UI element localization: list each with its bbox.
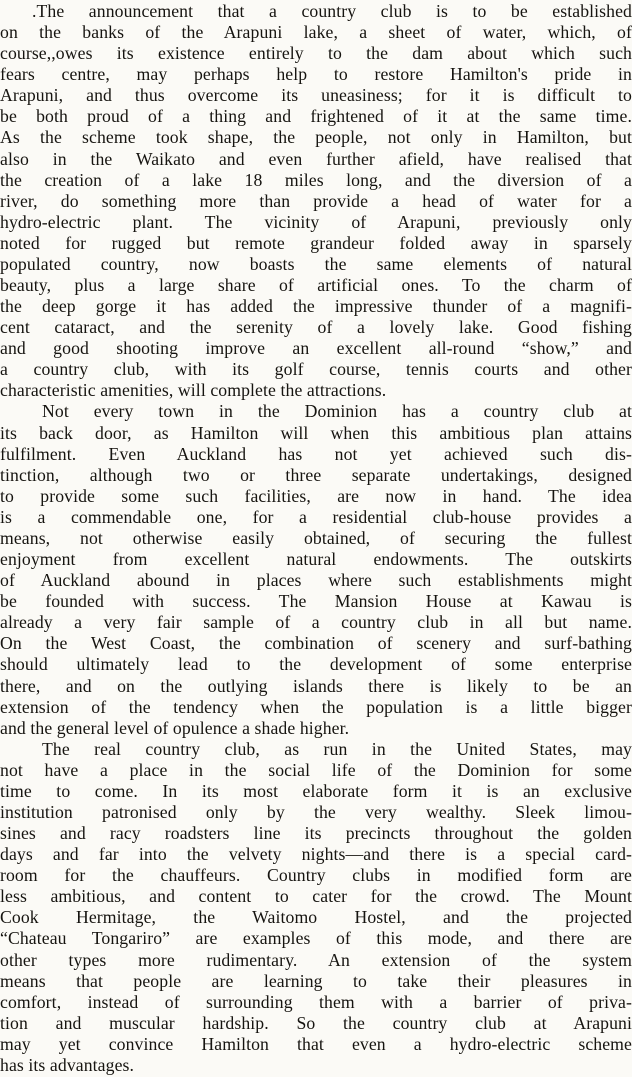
paragraph-3-line-9: Cook Hermitage, the Waitomo Hostel, and the projected xyxy=(0,907,632,928)
paragraph-1-line-15: the deep gorge it has added the impressive thunder of a magnifi- xyxy=(0,296,632,317)
paragraph-2-line-16: and the general level of opulence a shade higher. xyxy=(0,717,350,738)
paragraph-1-line-12: noted for rugged but remote grandeur folded away in sparsely xyxy=(0,232,632,253)
paragraph-3-line-12: means that people are learning to take their pleasures in xyxy=(0,970,632,991)
paragraph-2-line-15: extension of the tendency when the population is a little bigger xyxy=(0,696,632,717)
paragraph-1-line-6: be both proud of a thing and frightened of it at the same time. xyxy=(0,106,632,127)
paragraph-3-line-3: time to come. In its most elaborate form it is an exclusive xyxy=(0,780,632,801)
paragraph-2-line-14: there, and on the outlying islands there is likely to be an xyxy=(0,675,632,696)
paragraph-3-line-5: sines and racy roadsters line its precincts throughout the golden xyxy=(0,823,632,844)
paragraph-1-line-10: river, do something more than provide a head of water for a xyxy=(0,190,632,211)
paragraph-2-line-2: its back door, as Hamilton will when this ambitious plan attains xyxy=(0,422,632,443)
paragraph-3-line-13: comfort, instead of surrounding them with a barrier of priva- xyxy=(0,991,632,1012)
paragraph-2-line-10: be founded with success. The Mansion House at Kawau is xyxy=(0,591,632,612)
paragraph-1-line-14: beauty, plus a large share of artificial ones. To the charm of xyxy=(0,275,632,296)
paragraph-2-line-5: to provide some such facilities, are now in hand. The idea xyxy=(0,485,632,506)
paragraph-2-line-11: already a very fair sample of a country club in all but name. xyxy=(0,612,632,633)
paragraph-3-line-8: less ambitious, and content to cater for the crowd. The Mount xyxy=(0,886,632,907)
paragraph-2-line-1: Not every town in the Dominion has a country club at xyxy=(42,401,632,422)
paragraph-1-line-13: populated country, now boasts the same elements of natural xyxy=(0,253,632,274)
paragraph-1-line-17: and good shooting improve an excellent all-round “show,” and xyxy=(0,338,632,359)
paragraph-3-line-4: institution patronised only by the very wealthy. Sleek limou- xyxy=(0,801,632,822)
paragraph-3-line-16: has its advantages. xyxy=(0,1054,135,1075)
paragraph-2-line-7: means, not otherwise easily obtained, of securing the fullest xyxy=(0,527,632,548)
paragraph-1-line-11: hydro-electric plant. The vicinity of Arapuni, previously only xyxy=(0,211,632,232)
paragraph-1-line-4: fears centre, may perhaps help to restore Hamilton's pride in xyxy=(0,64,632,85)
paragraph-1-line-19: characteristic amenities, will complete the attractions. xyxy=(0,380,387,401)
paragraph-2-line-9: of Auckland abound in places where such establishments might xyxy=(0,570,632,591)
paragraph-3-line-7: room for the chauffeurs. Country clubs in modified form are xyxy=(0,865,632,886)
paragraph-1-line-18: a country club, with its golf course, tennis courts and other xyxy=(0,359,632,380)
paragraph-3-line-1: The real country club, as run in the United States, may xyxy=(42,738,632,759)
paragraph-2-line-12: On the West Coast, the combination of scenery and surf-bathing xyxy=(0,633,632,654)
paragraph-1-line-5: Arapuni, and thus overcome its uneasiness; for it is difficult to xyxy=(0,85,632,106)
paragraph-1-line-8: also in the Waikato and even further afield, have realised that xyxy=(0,148,632,169)
paragraph-1-line-1: .The announcement that a country club is to be established xyxy=(32,1,632,21)
paragraph-1-line-16: cent cataract, and the serenity of a lovely lake. Good fishing xyxy=(0,317,632,338)
paragraph-3-line-10: “Chateau Tongariro” are examples of this mode, and there are xyxy=(0,928,632,949)
paragraph-3-line-14: tion and muscular hardship. So the country club at Arapuni xyxy=(0,1012,632,1033)
paragraph-2-line-3: fulfilment. Even Auckland has not yet achieved such dis- xyxy=(0,443,632,464)
paragraph-2-line-8: enjoyment from excellent natural endowments. The outskirts xyxy=(0,549,632,570)
paragraph-2-line-6: is a commendable one, for a residential club-house provides a xyxy=(0,506,632,527)
paragraph-3-line-2: not have a place in the social life of the Dominion for some xyxy=(0,759,632,780)
paragraph-3-line-11: other types more rudimentary. An extension of the system xyxy=(0,949,632,970)
paragraph-3-line-6: days and far into the velvety nights—and there is a special card- xyxy=(0,844,632,865)
paragraph-2-line-13: should ultimately lead to the development of some enterprise xyxy=(0,654,632,675)
paragraph-1-line-9: the creation of a lake 18 miles long, and the diversion of a xyxy=(0,169,632,190)
paragraph-1-line-2: on the banks of the Arapuni lake, a sheet of water, which, of xyxy=(0,22,632,43)
paragraph-1-line-7: As the scheme took shape, the people, not only in Hamilton, but xyxy=(0,127,632,148)
paragraph-3-line-15: may yet convince Hamilton that even a hydro-electric scheme xyxy=(0,1033,632,1054)
paragraph-1-line-3: course,,owes its existence entirely to the dam about which such xyxy=(0,43,632,64)
paragraph-2-line-4: tinction, although two or three separate undertakings, designed xyxy=(0,464,632,485)
